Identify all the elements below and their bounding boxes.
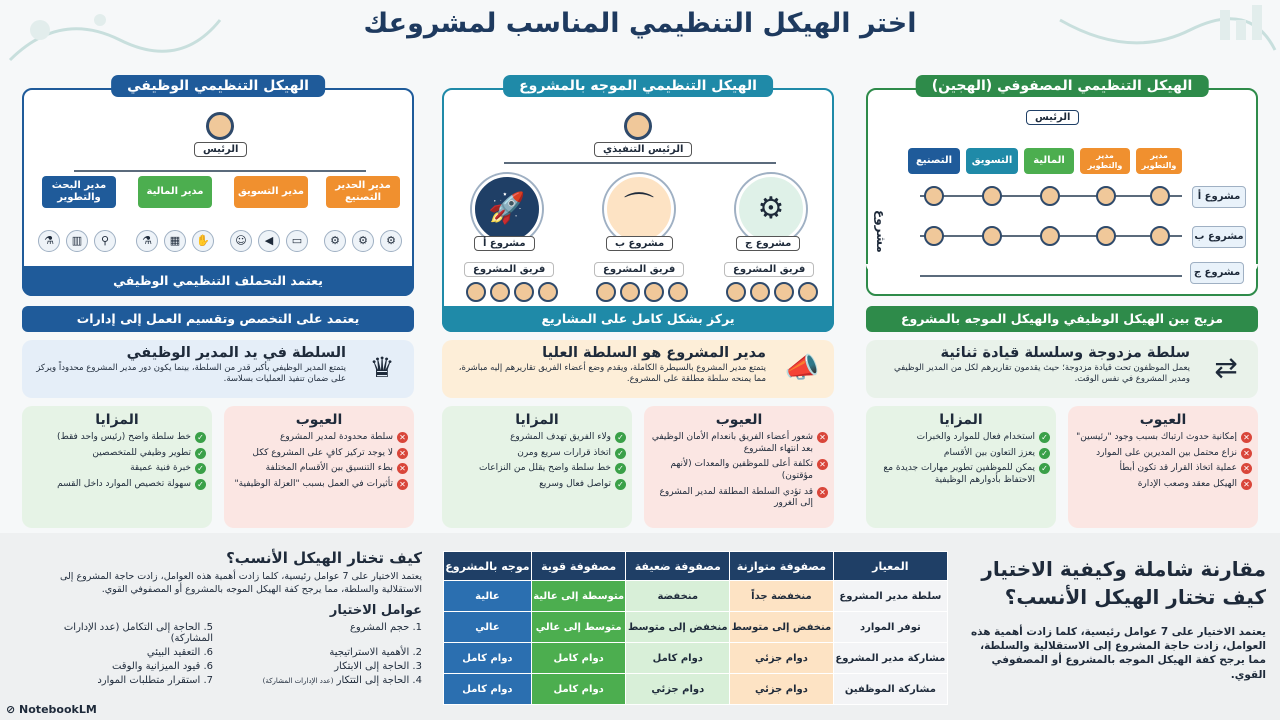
list-item: ✓ خط سلطة واضح يقلل من النزاعات bbox=[448, 463, 626, 475]
bridge-icon: ⌒ bbox=[604, 174, 674, 244]
table-row: سلطة مدير المشروع منخفضة جداً منخفضة متوسطة إلى عالية عالية bbox=[444, 581, 948, 612]
manager-finance: مدير المالية bbox=[138, 176, 212, 208]
list-item: ✕ نزاع محتمل بين المديرين على الموارد bbox=[1074, 448, 1252, 460]
check-icon: ✓ bbox=[195, 463, 206, 474]
matrix-cons-title: العيوب bbox=[1139, 412, 1187, 428]
matrix-band: مزيج بين الهيكل الوظيفي والهيكل الموجه بالمشروع bbox=[866, 306, 1258, 332]
table-header: مصفوفة قوية bbox=[531, 552, 626, 581]
project-pros bbox=[442, 406, 632, 528]
list-item: ✓ خط سلطة واضح (رئيس واحد فقط) bbox=[28, 432, 206, 444]
functional-band-2: يعتمد على التخصص وتقسيم العمل إلى إدارات bbox=[22, 306, 414, 332]
list-item: ✕ تكلفة أعلى للموظفين والمعدات (لأنهم مؤقتون) bbox=[650, 459, 828, 482]
person-icon bbox=[490, 282, 510, 302]
president-avatar bbox=[206, 112, 234, 140]
project-b: مشروع ب bbox=[606, 236, 673, 251]
matrix-side-label: مشروع bbox=[874, 210, 888, 253]
project-authority-title: مدير المشروع هو السلطة العليا bbox=[542, 345, 766, 361]
person-icon bbox=[982, 186, 1002, 206]
comparison-heading: مقارنة شاملة وكيفية الاختيار كيف تختار الهيكل الأنسب؟ bbox=[981, 557, 1266, 609]
factors-title: عوامل الاختيار bbox=[329, 602, 422, 618]
table-header: مصفوفة ضعيفة bbox=[626, 552, 730, 581]
manager-marketing: مدير التسويق bbox=[234, 176, 308, 208]
list-item: ✕ قد تؤدي السلطة المطلقة لمدير المشروع إلى الغرور bbox=[650, 487, 828, 510]
person-icon bbox=[1096, 186, 1116, 206]
ceo-avatar bbox=[624, 112, 652, 140]
x-icon: ✕ bbox=[1241, 479, 1252, 490]
person-icon bbox=[596, 282, 616, 302]
matrix-header: الهيكل التنظيمي المصفوفي (الهجين) bbox=[916, 75, 1209, 97]
check-icon: ✓ bbox=[615, 479, 626, 490]
project-pros-title: المزايا bbox=[515, 412, 559, 428]
table-header: المعيار bbox=[833, 552, 947, 581]
rocket-icon: 🚀 bbox=[472, 174, 542, 244]
list-item: ✕ بطء التنسيق بين الأقسام المختلفة bbox=[230, 463, 408, 475]
list-item: ✓ استخدام فعال للموارد والخبرات bbox=[872, 432, 1050, 444]
list-item: ✓ يمكن للموظفين تطوير مهارات جديدة مع الاحتفاظ بأدوارهم الوظيفية bbox=[872, 463, 1050, 486]
project-c: مشروع ج bbox=[736, 236, 800, 251]
list-item: ✕ الهيكل معقد وصعب الإدارة bbox=[1074, 479, 1252, 491]
person-icon bbox=[644, 282, 664, 302]
how-text: يعتمد الاختيار على 7 عوامل رئيسية، كلما زادت أهمية هذه العوامل، زادت حاجة المشروع إلى الاستقلالية والسلطة، مما يرجح كفة الهيكل الموجه بالمشروع أو المصفوفي القوي. bbox=[59, 571, 422, 595]
list-item: ✕ سلطة محدودة لمدير المشروع bbox=[230, 432, 408, 444]
person-icon bbox=[538, 282, 558, 302]
dept-manufacturing: التصنيع bbox=[908, 148, 960, 174]
balance-arrows-icon: ⇄ bbox=[1214, 351, 1238, 384]
functional-pros-title: المزايا bbox=[95, 412, 139, 428]
list-item: ✓ خبرة فنية عميقة bbox=[28, 463, 206, 475]
list-item: ✓ اتخاذ قرارات سريع ومرن bbox=[448, 448, 626, 460]
team-label-c: فريق المشروع bbox=[724, 262, 814, 277]
project-b-row: مشروع ب bbox=[1192, 226, 1246, 248]
monitor-icon: ▭ bbox=[286, 230, 308, 252]
project-president: الرئيس التنفيذي bbox=[594, 142, 692, 157]
check-icon: ✓ bbox=[1039, 432, 1050, 443]
megaphone-icon: 📣 bbox=[784, 351, 820, 384]
project-header: الهيكل التنظيمي الموجه بالمشروع bbox=[503, 75, 773, 97]
list-item: 2. الأهمية الاستراتيجية bbox=[329, 646, 422, 658]
list-item: ✕ إمكانية حدوث ارتباك بسبب وجود "رئيسين" bbox=[1074, 432, 1252, 444]
x-icon: ✕ bbox=[817, 459, 828, 470]
project-chart bbox=[442, 88, 834, 332]
how-to-choose bbox=[22, 549, 422, 686]
project-a-row: مشروع أ bbox=[1192, 186, 1246, 208]
dept-rd-1: مدير والتطوير bbox=[1136, 148, 1182, 174]
manager-rd: مدير البحث والتطوير bbox=[42, 176, 116, 208]
check-icon: ✓ bbox=[195, 432, 206, 443]
table-row: مشاركة الموظفين دوام جزئي دوام جزئي دوام كامل دوام كامل bbox=[444, 674, 948, 705]
check-icon: ✓ bbox=[615, 448, 626, 459]
x-icon: ✕ bbox=[1241, 448, 1252, 459]
list-item: ✓ تطوير وظيفي للمتخصصين bbox=[28, 448, 206, 460]
functional-authority-text: يتمتع المدير الوظيفي بأكبر قدر من السلطة، بينما يكون دور مدير المشروع محدوداً ويركز على ضمان تنفيذ العمليات بسلاسة. bbox=[36, 363, 346, 385]
person-icon bbox=[982, 226, 1002, 246]
project-cons-title: العيوب bbox=[715, 412, 763, 428]
x-icon: ✕ bbox=[397, 479, 408, 490]
chart-icon: ▥ bbox=[66, 230, 88, 252]
check-icon: ✓ bbox=[1039, 448, 1050, 459]
list-item: 5. الحاجة إلى التكامل (عدد الإدارات المشاركة) bbox=[63, 621, 213, 644]
matrix-authority bbox=[866, 340, 1258, 398]
calculator-icon: ▦ bbox=[164, 230, 186, 252]
x-icon: ✕ bbox=[817, 432, 828, 443]
list-item: 1. حجم المشروع bbox=[349, 621, 422, 633]
factors-list bbox=[22, 622, 422, 686]
list-item: 6. التعقيد البيئي bbox=[146, 646, 213, 658]
list-item: ✓ يعزز التعاون بين الأقسام bbox=[872, 448, 1050, 460]
x-icon: ✕ bbox=[397, 432, 408, 443]
person-icon bbox=[924, 226, 944, 246]
check-icon: ✓ bbox=[1039, 463, 1050, 474]
gear-icon: ⚙ bbox=[352, 230, 374, 252]
group-icon: ☺ bbox=[230, 230, 252, 252]
matrix-president: الرئيس bbox=[1026, 110, 1079, 125]
person-icon bbox=[1150, 226, 1170, 246]
x-icon: ✕ bbox=[397, 463, 408, 474]
page-title: اختر الهيكل التنظيمي المناسب لمشروعك bbox=[363, 8, 917, 39]
functional-authority-title: السلطة في يد المدير الوظيفي bbox=[126, 345, 346, 361]
table-row: مشاركة مدير المشروع دوام جزئي دوام كامل دوام كامل دوام كامل bbox=[444, 643, 948, 674]
project-authority-text: يتمتع مدير المشروع بالسيطرة الكاملة، ويقدم وضع أعضاء الفريق تقاريرهم إليه مباشرة، مما يمنحه سلطة مطلقة على المشروع. bbox=[458, 363, 766, 385]
person-icon bbox=[514, 282, 534, 302]
comparison-table bbox=[443, 551, 948, 705]
list-item: ✓ تواصل فعال وسريع bbox=[448, 479, 626, 491]
check-icon: ✓ bbox=[195, 448, 206, 459]
list-item: 3. الحاجة إلى الابتكار bbox=[334, 660, 422, 672]
table-row: توفر الموارد منخفض إلى متوسط منخفض إلى متوسط متوسط إلى عالي عالي bbox=[444, 612, 948, 643]
comparison-text: يعتمد الاختيار على 7 عوامل رئيسية، كلما زادت أهمية هذه العوامل، زادت حاجة المشروع إلى الاستقلالية والسلطة، مما يرجح كفة الهيكل الموجه بالمشروع أو المصفوفي القوي. bbox=[970, 626, 1266, 681]
functional-cons bbox=[224, 406, 414, 528]
x-icon: ✕ bbox=[817, 487, 828, 498]
list-item: ✕ عملية اتخاذ القرار قد تكون أبطأ bbox=[1074, 463, 1252, 475]
team-label-a: فريق المشروع bbox=[464, 262, 554, 277]
list-item: ✕ شعور أعضاء الفريق بانعدام الأمان الوظيفي بعد انتهاء المشروع bbox=[650, 432, 828, 455]
person-icon bbox=[668, 282, 688, 302]
flask-icon: ⚗ bbox=[38, 230, 60, 252]
functional-authority bbox=[22, 340, 414, 398]
functional-chart bbox=[22, 88, 414, 296]
microscope-icon: ⚲ bbox=[94, 230, 116, 252]
person-icon bbox=[750, 282, 770, 302]
gear-icon: ⚙ bbox=[380, 230, 402, 252]
person-icon bbox=[1150, 186, 1170, 206]
person-icon bbox=[1040, 186, 1060, 206]
functional-cons-title: العيوب bbox=[295, 412, 343, 428]
matrix-cons bbox=[1068, 406, 1258, 528]
hand-coin-icon: ✋ bbox=[192, 230, 214, 252]
matrix-authority-title: سلطة مزدوجة وسلسلة قيادة ثنائية bbox=[940, 345, 1190, 361]
list-item: ✓ ولاء الفريق تهدف المشروع bbox=[448, 432, 626, 444]
matrix-pros-title: المزايا bbox=[939, 412, 983, 428]
table-header: موجه بالمشروع bbox=[444, 552, 532, 581]
flask-icon: ⚗ bbox=[136, 230, 158, 252]
person-icon bbox=[466, 282, 486, 302]
table-header: مصفوفة متوازنة bbox=[730, 552, 834, 581]
functional-president: الرئيس bbox=[194, 142, 247, 157]
person-icon bbox=[726, 282, 746, 302]
check-icon: ✓ bbox=[615, 463, 626, 474]
functional-band-1: يعتمد التحملف التنظيمي الوظيفي bbox=[22, 266, 414, 296]
matrix-pros bbox=[866, 406, 1056, 528]
functional-header: الهيكل التنظيمي الوظيفي bbox=[111, 75, 325, 97]
person-icon bbox=[620, 282, 640, 302]
functional-pros bbox=[22, 406, 212, 528]
team-label-b: فريق المشروع bbox=[594, 262, 684, 277]
comparison-section bbox=[0, 533, 1280, 720]
list-item: ✓ سهولة تخصيص الموارد داخل القسم bbox=[28, 479, 206, 491]
project-band: يركز بشكل كامل على المشاريع bbox=[442, 306, 834, 332]
how-heading: كيف تختار الهيكل الأنسب؟ bbox=[226, 549, 422, 567]
project-cons bbox=[644, 406, 834, 528]
brand-logo: ⊘ NotebookLM bbox=[6, 703, 97, 716]
crown-badge-icon: ♛ bbox=[369, 351, 395, 384]
x-icon: ✕ bbox=[397, 448, 408, 459]
list-item: ✕ لا يوجد تركيز كافٍ على المشروع ككل bbox=[230, 448, 408, 460]
gear-icon: ⚙ bbox=[736, 174, 806, 244]
gear-icon: ⚙ bbox=[324, 230, 346, 252]
project-c-row: مشروع ج bbox=[1190, 262, 1244, 284]
list-item: 7. استقرار متطلبات الموارد bbox=[97, 674, 213, 686]
person-icon bbox=[774, 282, 794, 302]
x-icon: ✕ bbox=[1241, 432, 1252, 443]
manager-manufacturing: مدير الحدير التصنيع bbox=[326, 176, 400, 208]
project-a: مشروع أ bbox=[474, 236, 535, 251]
person-icon bbox=[798, 282, 818, 302]
list-item: 4. الحاجة إلى التتكار (عدد الإدارات المشاركة) bbox=[262, 674, 422, 686]
x-icon: ✕ bbox=[1241, 463, 1252, 474]
dept-rd-2: مدير والتطوير bbox=[1080, 148, 1130, 174]
person-icon bbox=[924, 186, 944, 206]
person-icon bbox=[1040, 226, 1060, 246]
dept-finance: المالية bbox=[1024, 148, 1074, 174]
list-item: 6. قيود الميزانية والوقت bbox=[111, 660, 213, 672]
project-authority bbox=[442, 340, 834, 398]
person-icon bbox=[1096, 226, 1116, 246]
check-icon: ✓ bbox=[615, 432, 626, 443]
matrix-authority-text: يعمل الموظفون تحت قيادة مزدوجة؛ حيث يقدمون تقاريرهم لكل من المدير الوظيفي ومدير المشروع في نفس الوقت. bbox=[893, 363, 1190, 385]
megaphone-icon: ◀ bbox=[258, 230, 280, 252]
list-item: ✕ تأثيرات في العمل بسبب "العزلة الوظيفية" bbox=[230, 479, 408, 491]
check-icon: ✓ bbox=[195, 479, 206, 490]
dept-marketing: التسويق bbox=[966, 148, 1018, 174]
